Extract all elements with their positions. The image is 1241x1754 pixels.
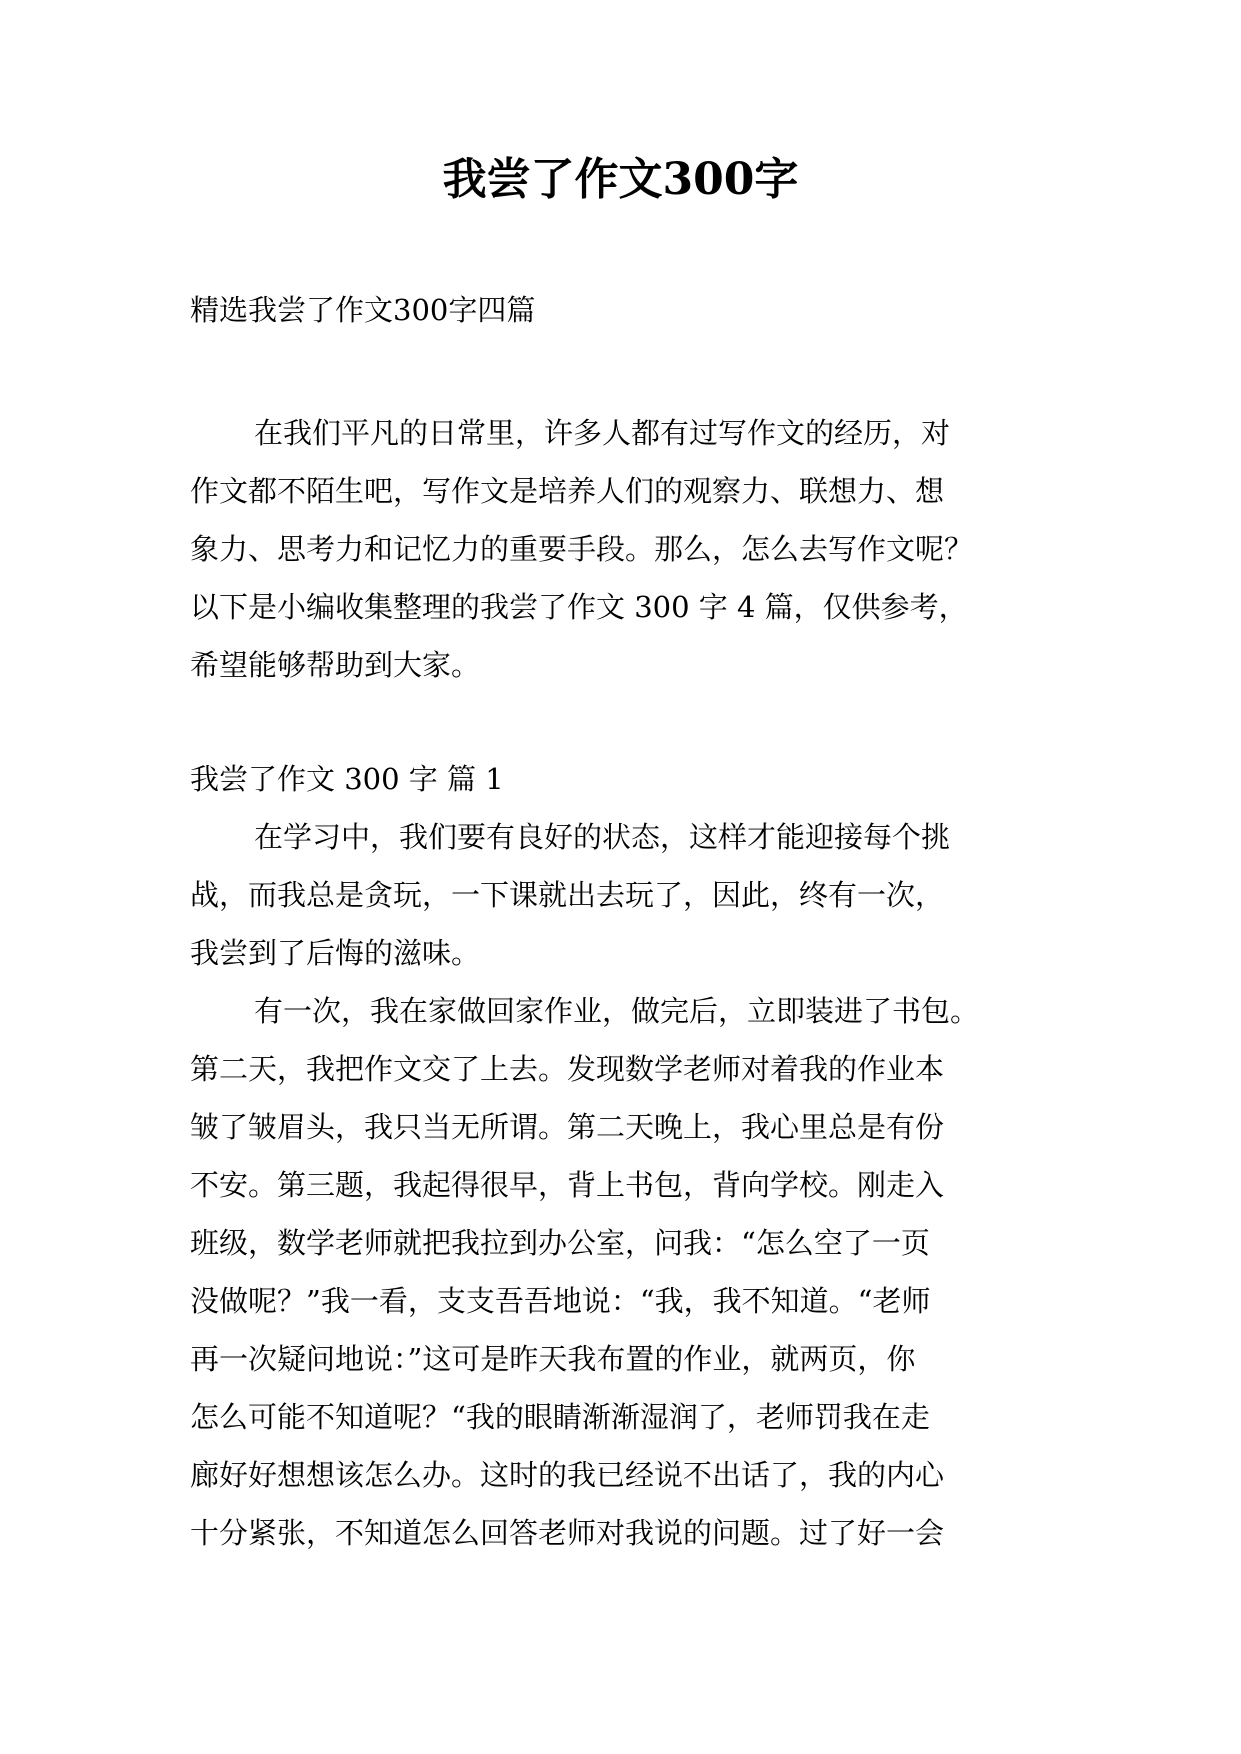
intro-line: 希望能够帮助到大家。 bbox=[190, 648, 481, 682]
paragraph-2-line: 怎么可能不知道呢？“我的眼睛渐渐湿润了，老师罚我在走 bbox=[190, 1400, 930, 1434]
intro-paragraph bbox=[190, 404, 1060, 694]
intro-line: 以下是小编收集整理的我尝了作文 300 字 4 篇，仅供参考， bbox=[190, 590, 968, 624]
paragraph-2-line: 廊好好想想该怎么办。这时的我已经说不出话了，我的内心 bbox=[190, 1458, 945, 1492]
paragraph-1-line: 在学习中，我们要有良好的状态，这样才能迎接每个挑 bbox=[254, 820, 951, 854]
paragraph-2-line: 有一次，我在家做回家作业，做完后，立即装进了书包。 bbox=[254, 994, 980, 1028]
section-heading: 我尝了作文 300 字 篇 1 bbox=[190, 762, 504, 796]
essay-section-1 bbox=[190, 750, 1060, 1562]
document-title: 我尝了作文300字 bbox=[442, 154, 799, 205]
paragraph-1-line: 战，而我总是贪玩，一下课就出去玩了，因此，终有一次， bbox=[190, 878, 945, 912]
intro-line: 作文都不陌生吧，写作文是培养人们的观察力、联想力、想 bbox=[190, 474, 945, 508]
paragraph-2-line: 再一次疑问地说：”这可是昨天我布置的作业，就两页，你 bbox=[190, 1342, 916, 1376]
paragraph-1-line: 我尝到了后悔的滋味。 bbox=[190, 936, 481, 970]
paragraph-2-line: 没做呢？”我一看，支支吾吾地说：“我，我不知道。“老师 bbox=[190, 1284, 931, 1318]
intro-line: 在我们平凡的日常里，许多人都有过写作文的经历，对 bbox=[254, 416, 951, 450]
paragraph-2-line: 班级，数学老师就把我拉到办公室，问我：“怎么空了一页 bbox=[190, 1226, 930, 1260]
intro-line: 象力、思考力和记忆力的重要手段。那么，怎么去写作文呢？ bbox=[190, 532, 974, 566]
document-subtitle: 精选我尝了作文300字四篇 bbox=[190, 293, 536, 327]
paragraph-2-line: 不安。第三题，我起得很早，背上书包，背向学校。刚走入 bbox=[190, 1168, 945, 1202]
paragraph-2-line: 皱了皱眉头，我只当无所谓。第二天晚上，我心里总是有份 bbox=[190, 1110, 945, 1144]
paragraph-2-line: 十分紧张，不知道怎么回答老师对我说的问题。过了好一会 bbox=[190, 1516, 945, 1550]
paragraph-2-line: 第二天，我把作文交了上去。发现数学老师对着我的作业本 bbox=[190, 1052, 945, 1086]
